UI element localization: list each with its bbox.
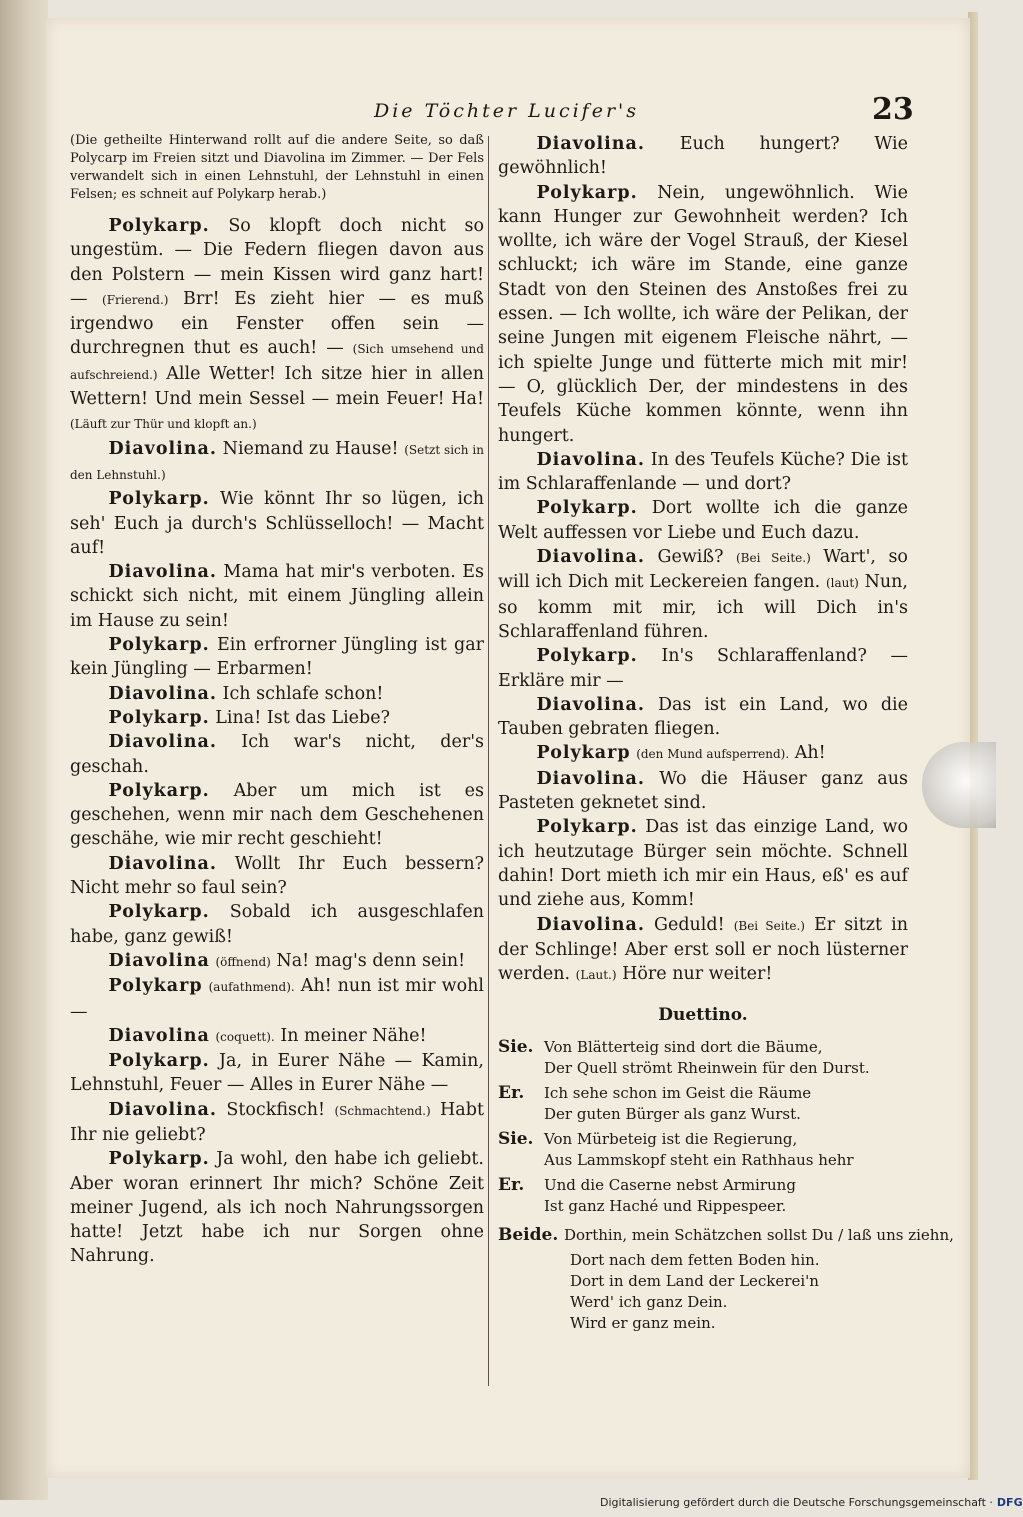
stage-direction: (Setzt sich in den Lehnstuhl.)	[70, 442, 484, 482]
speaker: Diavolina.	[536, 694, 645, 715]
speech-block	[70, 682, 484, 706]
speech-text: Ich schlafe schon!	[222, 683, 384, 704]
credit-text: Digitalisierung gefördert durch die Deutsche Forschungsgemeinschaft ·	[600, 1496, 993, 1509]
speech-text: Na! mag's denn sein!	[276, 950, 466, 971]
stage-direction: (Bei Seite.)	[733, 918, 805, 933]
speech-text: Geduld!	[654, 914, 725, 935]
speaker: Diavolina.	[536, 547, 645, 568]
speech-block	[498, 741, 908, 766]
verse-line: Von Blätterteig sind dort die Bäume,	[544, 1038, 823, 1057]
speech-text: In meiner Nähe!	[280, 1025, 427, 1046]
stage-direction: (öffnend)	[215, 954, 271, 969]
stage-direction: (Sich umsehend und aufschreiend.)	[70, 342, 484, 382]
speech-text: Wart', so will ich Dich mit Leckereien fangen.	[498, 547, 908, 593]
speech-text: Gewiß?	[657, 547, 724, 568]
speech-text: Nun, so komm mit mir, ich will Dich in's Schlaraffenland führen.	[498, 572, 908, 642]
speech-text: Das ist das einzige Land, wo ich heutzutage Bürger sein möchte. Schnell dahin! Dort mieth ich mir ein Haus, eß' es auf und ziehe aus, Komm!	[498, 817, 908, 911]
running-title: Die Töchter Lucifer's	[374, 100, 640, 122]
speech-block	[70, 974, 484, 1024]
speech-block	[498, 181, 908, 448]
speech-block	[498, 693, 908, 742]
stage-direction: (den Mund aufsperrend).	[636, 747, 790, 762]
speech-block	[70, 730, 484, 779]
book-gutter	[0, 0, 48, 1500]
speech-text: In des Teufels Küche? Die ist im Schlaraffenlande — und dort?	[498, 449, 908, 495]
song-title: Duettino.	[658, 1005, 748, 1026]
verse-line: Wird er ganz mein.	[570, 1314, 716, 1333]
speaker: Polykarp.	[536, 646, 638, 667]
speech-text: Wollt Ihr Euch bessern? Nicht mehr so faul sein?	[70, 853, 484, 899]
speaker: Diavolina	[108, 950, 210, 971]
verse-speaker: Beide.	[498, 1225, 559, 1246]
stage-direction: (coquett).	[215, 1029, 275, 1044]
speaker: Polykarp.	[108, 902, 210, 923]
speech-block	[498, 913, 908, 988]
speech-block	[70, 437, 484, 488]
speech-text: Höre nur weiter!	[622, 964, 773, 985]
speaker: Polykarp.	[108, 780, 210, 801]
speech-text: So klopft doch nicht so ungestüm. — Die Federn fliegen davon aus den Polstern — mein Kissen wird ganz hart! —	[70, 216, 484, 309]
right-column	[498, 132, 954, 1334]
speaker: Polykarp	[536, 743, 631, 764]
stage-direction: (Läuft zur Thür und klopft an.)	[70, 417, 257, 432]
speech-text: Wo die Häuser ganz aus Pasteten geknetet sind.	[498, 768, 908, 814]
speaker: Diavolina.	[108, 438, 217, 459]
stage-direction: (Laut.)	[575, 968, 617, 983]
verse-line: Dort nach dem fetten Boden hin.	[570, 1251, 820, 1270]
speaker: Polykarp.	[108, 707, 210, 728]
speech-text: Wie könnt Ihr so lügen, ich seh' Euch ja durch's Schlüsselloch! — Macht auf!	[70, 489, 484, 558]
verse	[498, 1225, 954, 1246]
speech-block	[498, 644, 908, 693]
speech-block	[498, 815, 908, 912]
speaker: Diavolina.	[536, 134, 645, 154]
speech-block	[498, 132, 908, 181]
speaker: Diavolina.	[536, 914, 645, 935]
book-page	[46, 18, 970, 1478]
speech-block	[70, 852, 484, 901]
stage-direction: (Frierend.)	[102, 292, 169, 307]
verse-line: Von Mürbeteig ist die Regierung,	[544, 1130, 798, 1149]
speaker: Diavolina.	[108, 1099, 217, 1120]
speaker: Polykarp.	[108, 489, 210, 510]
stage-direction: (Die getheilte Hinterwand rollt auf die andere Seite, so daß Polycarp im Freien sitzt und Diavolina im Zimmer. — Der Fels verwandelt sich in einen Lehnstuhl, der Lehnstuhl in einen Felsen; es schneit auf Polykarp herab.)	[70, 133, 484, 202]
verse-line: Und die Caserne nebst Armirung	[544, 1176, 796, 1195]
speaker: Diavolina.	[108, 853, 217, 874]
speech-text: Nein, ungewöhnlich. Wie kann Hunger zur Gewohnheit werden? Ich wollte, ich wäre der Vogel Strauß, der Kiesel schluckt; ich wäre im Stande, eine ganze Stadt von den Steinen des Anstoßes frei zu essen. — Ich wollte, ich wäre der Pelikan, der seine Jungen mit eigenem Fleische nährt, — ich spielte Junge und fütterte mich mit mir! — O, glücklich Der, der mindestens in des Teufels Küche kommen könnte, wenn ihn hungert.	[498, 182, 908, 446]
speech-block	[498, 448, 908, 497]
verse	[498, 1129, 908, 1171]
speech-text: Euch hungert? Wie gewöhnlich!	[498, 134, 908, 179]
verse-line: Werd' ich ganz Dein.	[570, 1293, 728, 1312]
speech-text: Niemand zu Hause!	[222, 438, 399, 459]
verse-speaker: Sie.	[498, 1129, 534, 1150]
speech-text: Alle Wetter! Ich sitze hier in allen Wettern! Und mein Sessel — mein Feuer! Ha!	[70, 363, 484, 410]
speech-block	[498, 496, 908, 545]
column-divider	[488, 136, 489, 1386]
speech-text: Aber um mich ist es geschehen, wenn mir nach dem Geschehenen geschähe, wie mir recht geschieht!	[70, 780, 484, 850]
speech-text: Ah!	[794, 743, 826, 764]
speaker: Polykarp.	[536, 817, 638, 838]
speech-text: Ah! nun ist mir wohl —	[70, 976, 484, 1022]
speaker: Polykarp.	[108, 1051, 210, 1072]
verse-line: Dorthin, mein Schätzchen sollst Du / laß uns ziehn,	[564, 1226, 954, 1245]
speaker: Diavolina.	[108, 732, 217, 753]
page-clip	[922, 742, 996, 828]
verse-speaker: Er.	[498, 1083, 525, 1104]
speech-block	[70, 949, 484, 974]
speech-block	[70, 779, 484, 852]
stage-direction: (laut)	[825, 576, 859, 591]
verse-line: Dort in dem Land der Leckerei'n	[570, 1272, 819, 1291]
speech-text: Lina! Ist das Liebe?	[215, 707, 390, 728]
speaker: Polykarp.	[108, 216, 210, 236]
speaker: Polykarp	[108, 976, 203, 997]
speech-text: Er sitzt in der Schlinge! Aber erst soll er noch lüsterner werden.	[498, 914, 908, 985]
speaker: Diavolina.	[108, 683, 217, 704]
stage-direction: (Schmachtend.)	[334, 1103, 431, 1118]
speech-text: Brr! Es zieht hier — es muß irgendwo ein Fenster offen sein — durchregnen thut es auch! —	[70, 288, 484, 359]
speech-text: Das ist ein Land, wo die Tauben gebraten fliegen.	[498, 694, 908, 740]
speaker: Polykarp.	[108, 635, 210, 656]
page-number: 23	[872, 92, 914, 127]
speech-text: Stockfisch!	[226, 1099, 326, 1120]
speech-text: Ein erfrorner Jüngling ist gar kein Jüngling — Erbarmen!	[70, 635, 484, 680]
speech-block	[70, 1049, 484, 1098]
speaker: Polykarp.	[536, 498, 638, 519]
speaker: Polykarp.	[536, 182, 638, 203]
speech-text: In's Schlaraffenland? — Erkläre mir —	[498, 646, 908, 691]
speech-block	[70, 706, 484, 730]
verse	[498, 1175, 908, 1217]
speech-text: Dort wollte ich die ganze Welt auffessen vor Liebe und Euch dazu.	[498, 498, 908, 543]
verse-line: Der guten Bürger als ganz Wurst.	[544, 1105, 801, 1124]
speech-block	[70, 633, 484, 682]
verse-line: Aus Lammskopf steht ein Rathhaus hehr	[544, 1151, 854, 1170]
speech-block	[70, 487, 484, 560]
verse-speaker: Er.	[498, 1175, 525, 1196]
speech-block	[498, 545, 908, 644]
verse-speaker: Sie.	[498, 1037, 534, 1058]
verse-line: Ist ganz Haché und Rippespeer.	[544, 1197, 787, 1216]
speech-block	[70, 214, 484, 437]
left-column	[70, 132, 484, 1269]
speech-block	[70, 1024, 484, 1049]
speech-text: Habt Ihr nie geliebt?	[70, 1099, 484, 1145]
speech-text: Sobald ich ausgeschlafen habe, ganz gewiß!	[70, 902, 484, 947]
speech-block	[70, 1147, 484, 1268]
verse-line: Der Quell strömt Rheinwein für den Durst.	[544, 1059, 870, 1078]
stage-direction: (aufathmend).	[208, 980, 295, 995]
speaker: Polykarp.	[108, 1149, 210, 1170]
verse	[498, 1083, 908, 1125]
verse-continuation	[498, 1250, 908, 1334]
speech-text: Ja wohl, den habe ich geliebt. Aber woran erinnert Ihr mich? Schöne Zeit meiner Jugend, als ich noch Nahrungssorgen hatte! Jetzt habe ich nur Sorgen ohne Nahrung.	[70, 1149, 484, 1267]
speech-block	[70, 900, 484, 949]
dfg-logo-icon: DFG	[996, 1496, 1023, 1509]
speaker: Diavolina.	[536, 449, 645, 470]
stage-direction: (Bei Seite.)	[735, 551, 811, 566]
speaker: Diavolina.	[108, 562, 217, 583]
speaker: Diavolina.	[536, 768, 645, 789]
speech-block	[70, 560, 484, 633]
speaker: Diavolina	[108, 1025, 210, 1046]
speech-block	[70, 1098, 484, 1148]
speech-block	[498, 767, 908, 816]
speech-text: Mama hat mir's verboten. Es schickt sich nicht, mit einem Jüngling allein im Hause zu sein!	[70, 562, 484, 631]
digitization-credit	[600, 1496, 1023, 1509]
speech-text: Ich war's nicht, der's geschah.	[70, 732, 484, 777]
speech-text: Ja, in Eurer Nähe — Kamin, Lehnstuhl, Feuer — Alles in Eurer Nähe —	[70, 1051, 484, 1096]
verse-line: Ich sehe schon im Geist die Räume	[544, 1084, 812, 1103]
page-header	[46, 78, 970, 138]
verse	[498, 1037, 908, 1079]
